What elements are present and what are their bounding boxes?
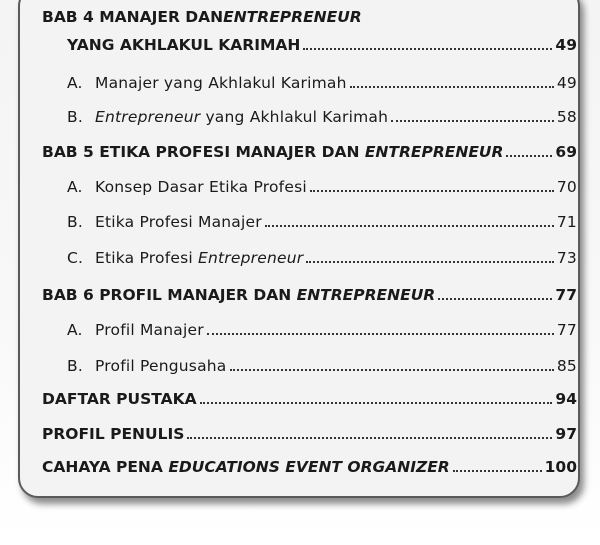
page-number: 100 xyxy=(544,458,577,476)
item-text: Konsep Dasar Etika Profesi xyxy=(95,178,307,196)
item-text-italic: Entrepreneur xyxy=(95,108,201,126)
toc-item-6b[interactable] xyxy=(67,356,577,376)
entry-title: CAHAYA PENA xyxy=(42,458,169,476)
toc-item-5a[interactable] xyxy=(67,177,577,197)
toc-item-4b[interactable] xyxy=(67,107,577,127)
page-number: 77 xyxy=(555,286,577,304)
leader-dots xyxy=(453,470,542,472)
item-letter: B. xyxy=(67,213,83,231)
chapter-title: BAB 5 ETIKA PROFESI MANAJER DAN xyxy=(42,143,365,161)
leader-dots xyxy=(200,402,553,404)
page-number: 94 xyxy=(555,390,577,408)
page-number: 70 xyxy=(556,178,577,196)
leader-dots xyxy=(265,225,554,227)
toc-item-6a[interactable] xyxy=(67,320,577,340)
page-number: 77 xyxy=(556,321,577,339)
leader-dots xyxy=(391,120,554,122)
item-letter: B. xyxy=(67,108,83,126)
page-number: 73 xyxy=(556,249,577,267)
leader-dots xyxy=(207,333,554,335)
item-text: yang Akhlakul Karimah xyxy=(200,108,389,126)
item-text: Etika Profesi Manajer xyxy=(95,213,262,231)
leader-dots xyxy=(506,155,552,157)
page-number: 58 xyxy=(556,108,577,126)
item-letter: A. xyxy=(67,321,83,339)
item-letter: B. xyxy=(67,357,83,375)
chapter-title: BAB 4 MANAJER DAN xyxy=(42,8,224,26)
item-letter: A. xyxy=(67,74,83,92)
toc-cahaya-pena[interactable] xyxy=(42,457,577,477)
chapter-title-italic: ENTREPRENEUR xyxy=(223,8,362,26)
toc-chapter-6-entry[interactable] xyxy=(42,285,577,305)
page-number: 71 xyxy=(556,213,577,231)
leader-dots xyxy=(303,48,552,50)
leader-dots xyxy=(310,190,554,192)
toc-profil-penulis[interactable] xyxy=(42,424,577,444)
item-text: Etika Profesi xyxy=(95,249,198,267)
page-number: 85 xyxy=(556,357,577,375)
toc-chapter-4-entry[interactable] xyxy=(67,35,577,55)
page-number: 69 xyxy=(555,143,577,161)
leader-dots xyxy=(306,261,554,263)
chapter-title-line2: YANG AKHLAKUL KARIMAH xyxy=(67,36,301,54)
entry-title: PROFIL PENULIS xyxy=(42,425,185,443)
item-text: Profil Pengusaha xyxy=(95,357,227,375)
entry-title-italic: EDUCATIONS EVENT ORGANIZER xyxy=(168,458,450,476)
toc-chapter-5-entry[interactable] xyxy=(42,142,577,162)
leader-dots xyxy=(230,369,554,371)
leader-dots xyxy=(438,298,552,300)
entry-title: DAFTAR PUSTAKA xyxy=(42,390,197,408)
item-letter: A. xyxy=(67,178,83,196)
item-text: Manajer yang Akhlakul Karimah xyxy=(95,74,347,92)
leader-dots xyxy=(187,437,552,439)
chapter-title-italic: ENTREPRENEUR xyxy=(364,143,504,161)
chapter-title: BAB 6 PROFIL MANAJER DAN xyxy=(42,286,297,304)
toc-item-5c[interactable] xyxy=(67,248,577,268)
toc-daftar-pustaka[interactable] xyxy=(42,389,577,409)
item-text: Profil Manajer xyxy=(95,321,204,339)
leader-dots xyxy=(350,86,554,88)
page-number: 49 xyxy=(556,74,577,92)
page-number: 49 xyxy=(555,36,577,54)
toc-item-5b[interactable] xyxy=(67,212,577,232)
item-letter: C. xyxy=(67,249,84,267)
chapter-title-italic: ENTREPRENEUR xyxy=(296,286,436,304)
toc-item-4a[interactable] xyxy=(67,73,577,93)
item-text-italic: Entrepreneur xyxy=(198,249,304,267)
toc-chapter-4-heading xyxy=(42,7,562,27)
page-number: 97 xyxy=(555,425,577,443)
